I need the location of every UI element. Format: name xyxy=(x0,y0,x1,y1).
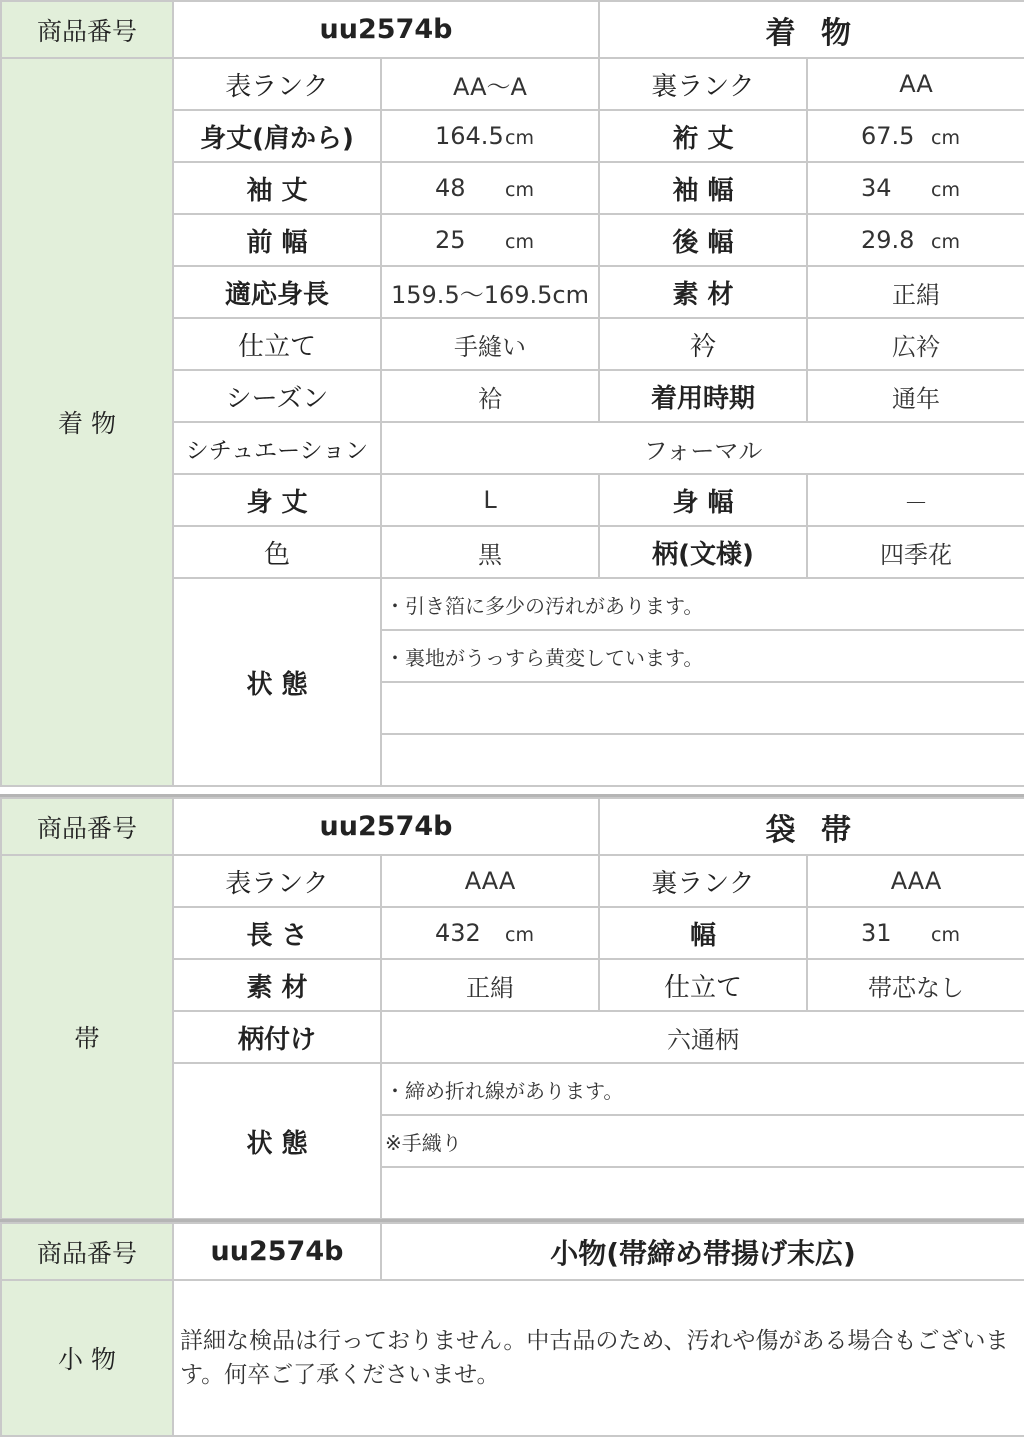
product-type: 着 物 xyxy=(599,1,1024,58)
spec-label: 着用時期 xyxy=(599,370,807,422)
komono-section xyxy=(0,1222,1024,1437)
spec-label: 幅 xyxy=(599,907,807,959)
product-number: uu2574b xyxy=(173,1,599,58)
spec-value: フォーマル xyxy=(381,422,1024,474)
spec-label: 前 幅 xyxy=(173,214,381,266)
condition-note xyxy=(381,734,1024,786)
section-label: 小 物 xyxy=(1,1280,173,1436)
spec-value xyxy=(807,162,1024,214)
spec-value xyxy=(381,110,599,162)
spec-label: 柄付け xyxy=(173,1011,381,1063)
spec-value xyxy=(381,162,599,214)
spec-label: 表ランク xyxy=(173,855,381,907)
value-unit: cm xyxy=(931,924,960,946)
spec-value xyxy=(807,907,1024,959)
spec-value: 帯芯なし xyxy=(807,959,1024,1011)
spec-value xyxy=(807,110,1024,162)
product-number-label: 商品番号 xyxy=(1,798,173,855)
spec-value: 手縫い xyxy=(381,318,599,370)
spec-label: 裄 丈 xyxy=(599,110,807,162)
product-number: uu2574b xyxy=(173,798,599,855)
spec-value: － xyxy=(807,474,1024,526)
value-number: 48 xyxy=(435,174,466,202)
section-label: 帯 xyxy=(1,855,173,1219)
spec-value: 正絹 xyxy=(381,959,599,1011)
obi-section xyxy=(0,797,1024,1220)
spec-value: AAA xyxy=(807,855,1024,907)
spec-label: 表ランク xyxy=(173,58,381,110)
spec-label: 長 さ xyxy=(173,907,381,959)
condition-label: 状 態 xyxy=(173,578,381,786)
spec-value: 袷 xyxy=(381,370,599,422)
spec-label: 身 幅 xyxy=(599,474,807,526)
condition-note: ・締め折れ線があります。 xyxy=(381,1063,1024,1115)
value-number: 31 xyxy=(861,919,892,947)
section-label: 着 物 xyxy=(1,58,173,786)
spec-label: 後 幅 xyxy=(599,214,807,266)
spec-value: 広衿 xyxy=(807,318,1024,370)
spec-label: シーズン xyxy=(173,370,381,422)
value-number: 164.5 xyxy=(435,122,504,150)
condition-note: ・引き箔に多少の汚れがあります。 xyxy=(381,578,1024,630)
spec-label: 袖 丈 xyxy=(173,162,381,214)
spec-label: 素 材 xyxy=(173,959,381,1011)
condition-note: ※手織り xyxy=(381,1115,1024,1167)
product-number-label: 商品番号 xyxy=(1,1223,173,1280)
value-unit: cm xyxy=(505,127,534,149)
spec-value: 黒 xyxy=(381,526,599,578)
value-unit: cm xyxy=(505,924,534,946)
condition-note: ・裏地がうっすら黄変しています。 xyxy=(381,630,1024,682)
spec-value: AA～A xyxy=(381,58,599,110)
spec-value: 六通柄 xyxy=(381,1011,1024,1063)
value-unit: cm xyxy=(931,179,960,201)
spec-value: 159.5～169.5cm xyxy=(381,266,599,318)
spec-label: 素 材 xyxy=(599,266,807,318)
spec-label: 裏ランク xyxy=(599,855,807,907)
spec-label: 色 xyxy=(173,526,381,578)
value-unit: cm xyxy=(505,179,534,201)
spec-label: 適応身長 xyxy=(173,266,381,318)
spec-label: 身丈(肩から) xyxy=(173,110,381,162)
spec-label: 袖 幅 xyxy=(599,162,807,214)
value-number: 432 xyxy=(435,919,481,947)
value-number: 29.8 xyxy=(861,226,915,254)
product-type: 袋 帯 xyxy=(599,798,1024,855)
spec-label: 衿 xyxy=(599,318,807,370)
value-unit: cm xyxy=(931,231,960,253)
value-number: 34 xyxy=(861,174,892,202)
spec-value xyxy=(381,214,599,266)
spec-value: AAA xyxy=(381,855,599,907)
spec-value: AA xyxy=(807,58,1024,110)
spec-label: 身 丈 xyxy=(173,474,381,526)
spec-label: シチュエーション xyxy=(173,422,381,474)
spec-value: 通年 xyxy=(807,370,1024,422)
value-unit: cm xyxy=(505,231,534,253)
product-number-label: 商品番号 xyxy=(1,1,173,58)
spec-label: 仕立て xyxy=(173,318,381,370)
value-unit: cm xyxy=(931,127,960,149)
spec-label: 柄(文様) xyxy=(599,526,807,578)
spec-value xyxy=(807,214,1024,266)
product-type: 小物(帯締め帯揚げ末広) xyxy=(381,1223,1024,1280)
spec-value xyxy=(381,907,599,959)
product-number: uu2574b xyxy=(173,1223,381,1280)
spec-label: 仕立て xyxy=(599,959,807,1011)
spec-value: 正絹 xyxy=(807,266,1024,318)
spec-label: 裏ランク xyxy=(599,58,807,110)
condition-label: 状 態 xyxy=(173,1063,381,1219)
spec-value: L xyxy=(381,474,599,526)
condition-note xyxy=(381,1167,1024,1219)
spec-value: 四季花 xyxy=(807,526,1024,578)
komono-note: 詳細な検品は行っておりません。中古品のため、汚れや傷がある場合もございます。何卒ご了承くださいませ。 xyxy=(173,1280,1024,1436)
value-number: 67.5 xyxy=(861,122,915,150)
condition-note xyxy=(381,682,1024,734)
value-number: 25 xyxy=(435,226,466,254)
